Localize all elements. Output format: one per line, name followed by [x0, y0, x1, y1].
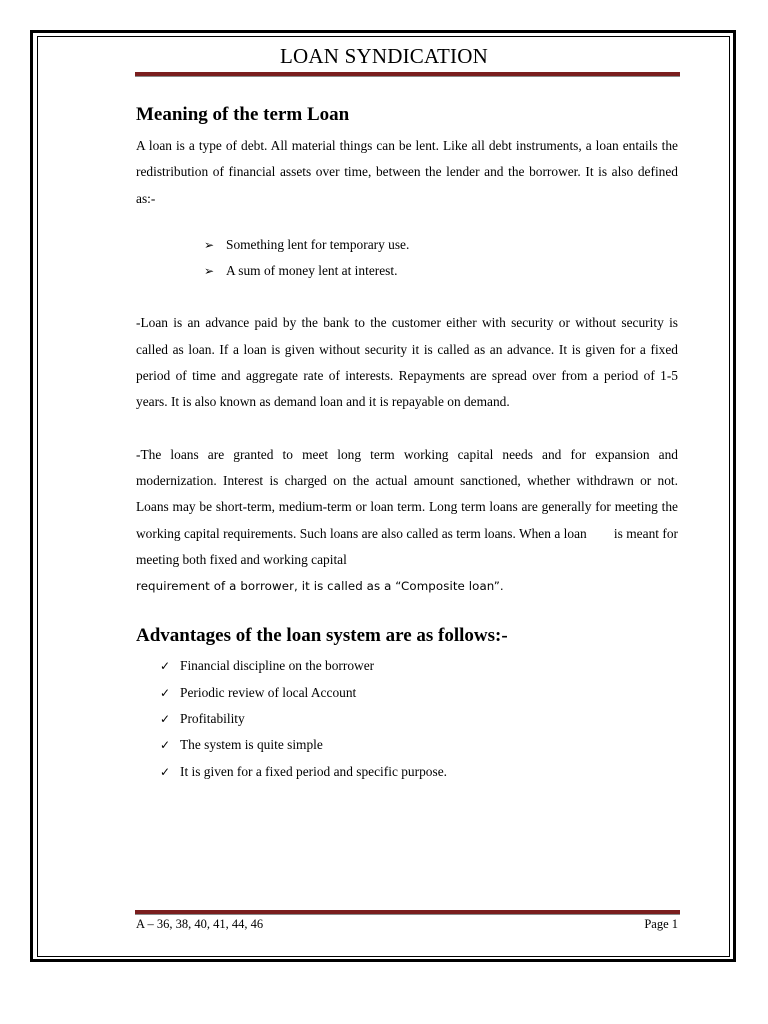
list-item — [160, 653, 678, 679]
checkmark-icon: ✓ — [160, 764, 171, 779]
list-item-text: A sum of money lent at interest. — [226, 263, 398, 279]
checkmark-icon: ✓ — [160, 712, 171, 727]
definition-list — [136, 232, 678, 285]
loan-purpose-text: -The loans are granted to meet long term working capital needs and for expansion and modernization. Interest is charged on the actual amount sanctioned, whether withdrawn or not. Loans may be short-term, medium-term or loan term. Long term loans are generally for meeting the working capital requirements. Such loans are also called as term loans. When a loan is meant for meeting both fixed and working capital — [136, 446, 682, 567]
list-item-text: Something lent for temporary use. — [226, 236, 410, 252]
composite-loan-line: requirement of a borrower, it is called as a “Composite loan”. — [136, 579, 504, 594]
checkmark-icon: ✓ — [160, 738, 171, 753]
section-heading-meaning: Meaning of the term Loan — [136, 104, 350, 125]
list-item — [204, 232, 678, 258]
arrow-bullet-icon: ➢ — [204, 237, 215, 252]
loan-purpose-paragraph — [136, 442, 682, 600]
footer-rule — [135, 910, 680, 915]
page-title: LOAN SYNDICATION — [280, 44, 488, 68]
list-item — [204, 258, 678, 284]
intro-paragraph: A loan is a type of debt. All material things can be lent. Like all debt instruments, a loan entails the redistribution of financial assets over time, between the lender and the borrower. It is also defined as:- — [136, 138, 678, 206]
list-item — [160, 680, 678, 706]
page-number: Page 1 — [644, 917, 678, 931]
checkmark-icon: ✓ — [160, 659, 171, 674]
section-heading-advantages: Advantages of the loan system are as follows:- — [136, 625, 508, 647]
list-item-text: Financial discipline on the borrower — [180, 658, 375, 674]
list-item-text: The system is quite simple — [180, 737, 323, 753]
page-content — [136, 100, 682, 785]
list-item — [160, 732, 678, 758]
loan-advance-paragraph: -Loan is an advance paid by the bank to the customer either with security or without security is called as loan. If a loan is given without security it is called as an advance. It is given for a fixed period of time and aggregate rate of interests. Repayments are spread over from a period of 1-5 years. It is also known as demand loan and it is repayable on demand. — [136, 315, 678, 410]
header-rule — [135, 72, 680, 77]
list-item — [160, 706, 678, 732]
list-item-text: Periodic review of local Account — [180, 684, 357, 700]
list-item-text: It is given for a fixed period and specific purpose. — [180, 763, 447, 779]
advantages-list — [136, 653, 678, 784]
footer-roll-numbers: A – 36, 38, 40, 41, 44, 46 — [136, 917, 264, 931]
arrow-bullet-icon: ➢ — [204, 264, 215, 279]
list-item — [160, 759, 678, 785]
list-item-text: Profitability — [180, 711, 245, 727]
checkmark-icon: ✓ — [160, 685, 171, 700]
